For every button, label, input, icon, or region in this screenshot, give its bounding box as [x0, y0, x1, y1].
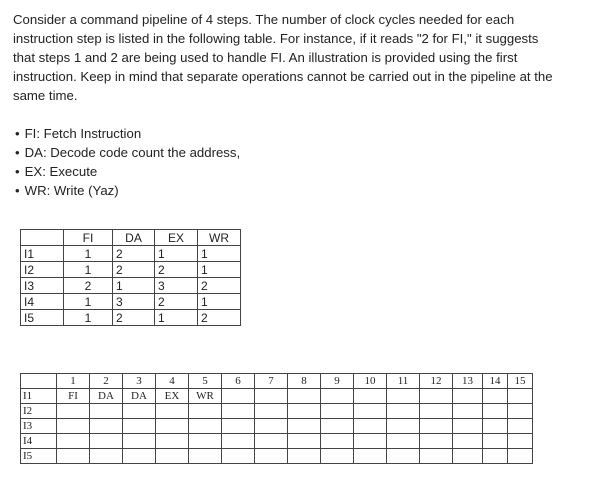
cycle-header-cell: 10 [354, 374, 387, 389]
row-label: I3 [21, 278, 64, 294]
table-cell: 3 [155, 278, 198, 294]
pipeline-cell [156, 434, 189, 449]
cycle-header-cell: 5 [189, 374, 222, 389]
pipeline-cell [387, 434, 420, 449]
pipeline-cell [57, 404, 90, 419]
pipeline-cell: WR [189, 389, 222, 404]
pipeline-cell: FI [57, 389, 90, 404]
pipeline-cell: EX [156, 389, 189, 404]
pipeline-cell [189, 419, 222, 434]
table-cell: 2 [155, 294, 198, 310]
table-cell: 1 [198, 294, 241, 310]
step-item-da: • DA: Decode code count the address, [15, 143, 240, 162]
pipeline-cell [321, 404, 354, 419]
row-label: I2 [21, 404, 57, 419]
row-label: I1 [21, 389, 57, 404]
pipeline-cell [57, 419, 90, 434]
table-row [21, 246, 241, 262]
pipeline-cell [156, 449, 189, 464]
table-cell: 1 [64, 246, 113, 262]
pipeline-cell [453, 404, 483, 419]
table-row [21, 419, 533, 434]
cycle-header-cell: 12 [420, 374, 453, 389]
cycle-header-cell: 14 [483, 374, 508, 389]
table-cell: 1 [155, 310, 198, 326]
table-row [21, 434, 533, 449]
table-cell: 2 [64, 278, 113, 294]
table-row [21, 278, 241, 294]
pipeline-cell [222, 419, 255, 434]
pipeline-cell [387, 449, 420, 464]
pipeline-cell [354, 434, 387, 449]
pipeline-cell [123, 449, 156, 464]
pipeline-cell [354, 389, 387, 404]
step-item-wr: • WR: Write (Yaz) [15, 181, 240, 200]
table-cell: 1 [64, 262, 113, 278]
table-cell: 2 [155, 262, 198, 278]
pipeline-cell [255, 419, 288, 434]
pipeline-cell [483, 434, 508, 449]
cycle-header-cell: 8 [288, 374, 321, 389]
table-cell: 2 [113, 262, 155, 278]
pipeline-cell [508, 389, 533, 404]
header-cell: DA [113, 230, 155, 246]
row-label: I2 [21, 262, 64, 278]
row-label: I4 [21, 434, 57, 449]
table-cell: 1 [155, 246, 198, 262]
pipeline-cell [189, 434, 222, 449]
pipeline-cell [288, 404, 321, 419]
pipeline-cell [387, 404, 420, 419]
pipeline-cell [189, 449, 222, 464]
pipeline-cell [288, 419, 321, 434]
pipeline-table [20, 373, 533, 464]
table-row [21, 262, 241, 278]
table-row [21, 404, 533, 419]
pipeline-cell [483, 389, 508, 404]
pipeline-cell [255, 404, 288, 419]
table-row [21, 449, 533, 464]
pipeline-cell [420, 434, 453, 449]
table-header-row [21, 230, 241, 246]
cycle-table [20, 229, 241, 326]
pipeline-cell [288, 389, 321, 404]
pipeline-cell [255, 389, 288, 404]
pipeline-cell [288, 434, 321, 449]
pipeline-cell [321, 389, 354, 404]
cycle-header-cell: 3 [123, 374, 156, 389]
row-label: I5 [21, 449, 57, 464]
pipeline-cell [222, 404, 255, 419]
pipeline-cell [387, 389, 420, 404]
pipeline-cell [420, 419, 453, 434]
row-label: I1 [21, 246, 64, 262]
pipeline-header-row [21, 374, 533, 389]
table-row [21, 389, 533, 404]
pipeline-cell [222, 434, 255, 449]
table-cell: 2 [198, 278, 241, 294]
header-cell [21, 230, 64, 246]
cycle-header-cell: 2 [90, 374, 123, 389]
pipeline-cell [189, 404, 222, 419]
pipeline-cell [387, 419, 420, 434]
pipeline-cell [90, 434, 123, 449]
pipeline-cell [222, 389, 255, 404]
pipeline-cell [354, 404, 387, 419]
cycle-header-cell: 7 [255, 374, 288, 389]
header-cell: WR [198, 230, 241, 246]
row-label: I4 [21, 294, 64, 310]
pipeline-cell [420, 404, 453, 419]
step-item-fi: • FI: Fetch Instruction [15, 124, 240, 143]
table-row [21, 310, 241, 326]
pipeline-cell [483, 449, 508, 464]
pipeline-cell [420, 449, 453, 464]
table-cell: 1 [113, 278, 155, 294]
pipeline-cell [453, 419, 483, 434]
pipeline-cell [508, 419, 533, 434]
cycle-header-cell: 15 [508, 374, 533, 389]
pipeline-cell [453, 389, 483, 404]
pipeline-cell [90, 449, 123, 464]
pipeline-cell [156, 419, 189, 434]
row-label: I3 [21, 419, 57, 434]
cycle-header-cell: 4 [156, 374, 189, 389]
pipeline-cell [57, 434, 90, 449]
pipeline-cell [483, 419, 508, 434]
table-cell: 1 [198, 262, 241, 278]
pipeline-cell [255, 449, 288, 464]
cycle-header-cell: 13 [453, 374, 483, 389]
table-cell: 1 [64, 310, 113, 326]
pipeline-cell [222, 449, 255, 464]
pipeline-cell [288, 449, 321, 464]
pipeline-cell [90, 419, 123, 434]
pipeline-cell [321, 434, 354, 449]
pipeline-cell [508, 449, 533, 464]
pipeline-cell [321, 449, 354, 464]
pipeline-cell: DA [90, 389, 123, 404]
pipeline-cell: DA [123, 389, 156, 404]
table-cell: 2 [113, 310, 155, 326]
pipeline-cell [508, 434, 533, 449]
step-item-ex: • EX: Execute [15, 162, 240, 181]
header-cell: EX [155, 230, 198, 246]
pipeline-cell [354, 449, 387, 464]
table-cell: 1 [198, 246, 241, 262]
pipeline-cell [123, 434, 156, 449]
pipeline-cell [354, 419, 387, 434]
cycle-header-cell: 11 [387, 374, 420, 389]
table-cell: 2 [113, 246, 155, 262]
table-row [21, 294, 241, 310]
pipeline-cell [123, 419, 156, 434]
pipeline-cell [90, 404, 123, 419]
pipeline-cell [123, 404, 156, 419]
pipeline-cell [453, 449, 483, 464]
pipeline-cell [321, 419, 354, 434]
intro-paragraph: Consider a command pipeline of 4 steps. The number of clock cycles needed for each instruction step is listed in the following table. For instance, if it reads "2 for FI," it suggests that steps 1 and 2 are being used to handle FI. An illustration is provided using the first instruction. Keep in mind that separate operations cannot be carried out in the pipeline at the same time. [13, 12, 553, 103]
cycle-header-cell: 9 [321, 374, 354, 389]
cycle-header-cell: 6 [222, 374, 255, 389]
pipeline-cell [453, 434, 483, 449]
pipeline-cell [508, 404, 533, 419]
pipeline-cell [255, 434, 288, 449]
pipeline-cell [420, 389, 453, 404]
cycle-header-cell: 1 [57, 374, 90, 389]
pipeline-cell [156, 404, 189, 419]
table-cell: 1 [64, 294, 113, 310]
pipeline-cell [483, 404, 508, 419]
table-cell: 3 [113, 294, 155, 310]
table-cell: 2 [198, 310, 241, 326]
cycle-header-cell [21, 374, 57, 389]
header-cell: FI [64, 230, 113, 246]
row-label: I5 [21, 310, 64, 326]
steps-list [15, 124, 240, 200]
pipeline-cell [57, 449, 90, 464]
